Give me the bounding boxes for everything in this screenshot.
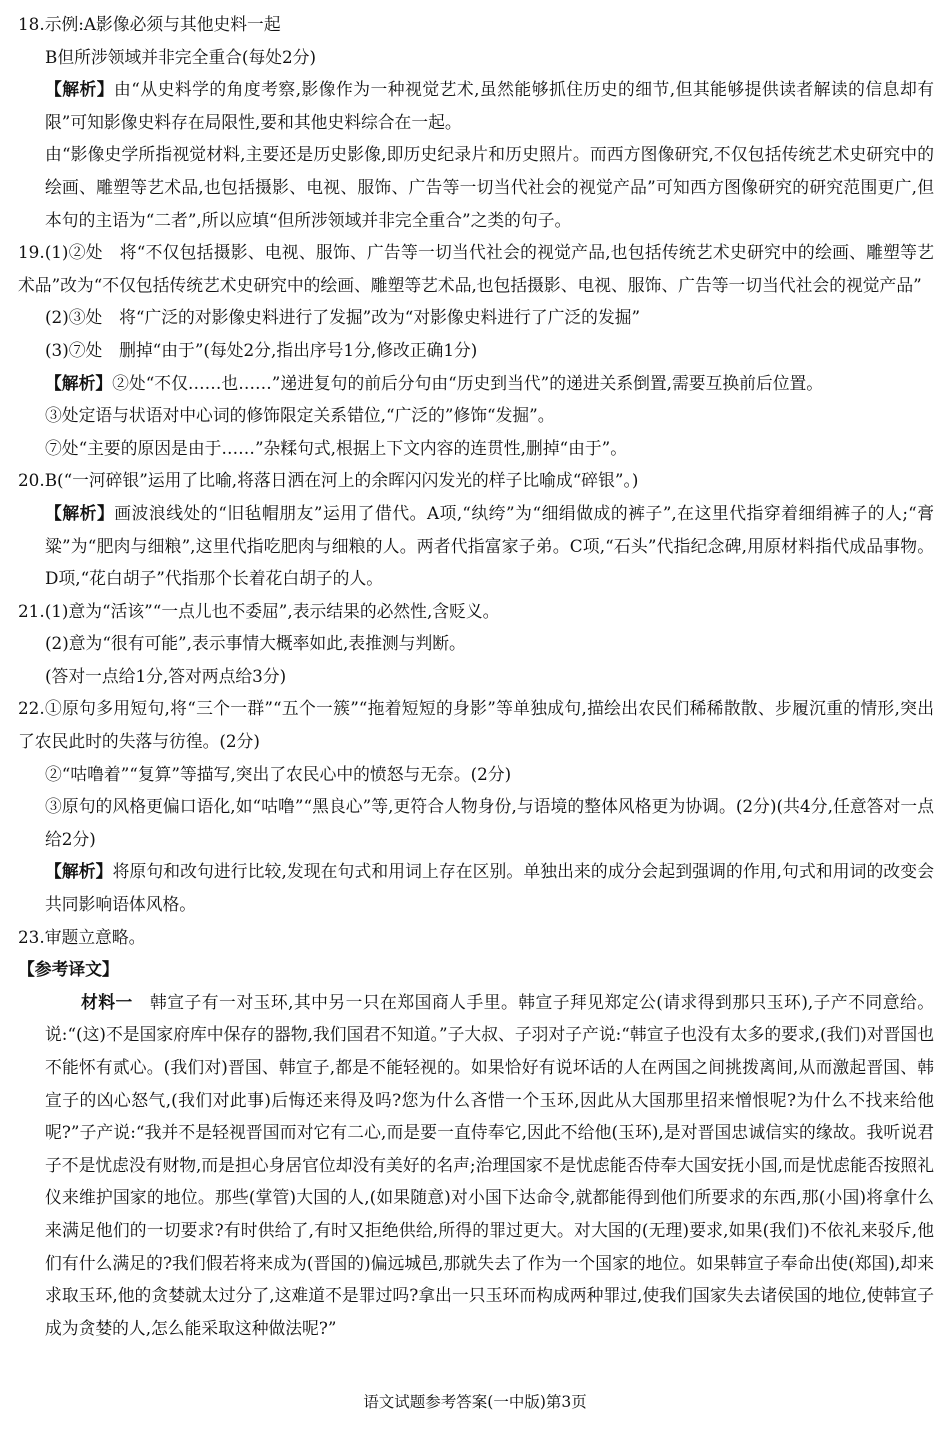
paragraph-text: 20.B(“一河碎银”运用了比喻,将落日洒在河上的余晖闪闪发光的样子比喻成“碎银”。) (18, 470, 639, 491)
paragraph-text: (2)③处 将“广泛的对影像史料进行了发掘”改为“对影像史料进行了广泛的发掘” (45, 307, 641, 328)
paragraph (18, 627, 934, 660)
paragraph-text: ⑦处“主要的原因是由于……”杂糅句式,根据上下文内容的连贯性,删掉“由于”。 (45, 437, 627, 458)
paragraph (18, 790, 934, 855)
paragraph (18, 432, 934, 465)
paragraph (18, 855, 934, 920)
page-footer: 语文试题参考答案(一中版)第3页 (363, 1393, 587, 1411)
paragraph (18, 692, 934, 757)
paragraph (18, 334, 934, 367)
paragraph-text: ③处定语与状语对中心词的修饰限定关系错位,“广泛的”修饰“发掘”。 (45, 405, 555, 426)
paragraph-text: ②处“不仅……也……”递进复句的前后分句由“历史到当代”的递进关系倒置,需要互换前后位置。 (112, 372, 824, 393)
paragraph-text: (答对一点给1分,答对两点给3分) (45, 665, 287, 686)
paragraph-text: 由“影像史学所指视觉材料,主要还是历史影像,即历史纪录片和历史照片。而西方图像研究,不仅包括传统艺术史研究中的绘画、雕塑等艺术品,也包括摄影、电视、服饰、广告等一切当代社会的视觉产品”可知西方图像研究的研究范围更广,但本句的主语为“二者”,所以应填“但所涉领域并非完全重合”之类的句子。 (45, 144, 934, 230)
paragraph-text: ②“咕噜着”“复算”等描写,突出了农民心中的愤怒与无奈。(2分) (45, 763, 512, 784)
paragraph (18, 986, 934, 1345)
paragraph-text: 19.(1)②处 将“不仅包括摄影、电视、服饰、广告等一切当代社会的视觉产品,也包括传统艺术史研究中的绘画、雕塑等艺术品”改为“不仅包括传统艺术史研究中的绘画、雕塑等艺术品,也包括摄影、电视、服饰、广告等一切当代社会的视觉产品” (18, 242, 934, 295)
paragraph-text: (2)意为“很有可能”,表示事情大概率如此,表推测与判断。 (45, 633, 466, 654)
paragraph (18, 464, 934, 497)
paragraph (18, 921, 934, 954)
paragraph (18, 595, 934, 628)
paragraph-text: 22.①原句多用短句,将“三个一群”“五个一簇”“拖着短短的身影”等单独成句,描绘出农民们稀稀散散、步履沉重的情形,突出了农民此时的失落与彷徨。(2分) (18, 698, 934, 752)
paragraph (18, 953, 934, 986)
paragraph (18, 8, 934, 41)
paragraph (18, 236, 934, 301)
paragraph (18, 41, 934, 74)
paragraph (18, 399, 934, 432)
paragraph (18, 758, 934, 791)
paragraph-text: 画波浪线处的“旧毡帽朋友”运用了借代。A项,“纨绔”为“细绢做成的裤子”,在这里代指穿着细绢裤子的人;“膏粱”为“肥肉与细粮”,这里代指吃肥肉与细粮的人。两者代指富家子弟。C项,“石头”代指纪念碑,用原材料指代成品事物。D项,“花白胡子”代指那个长着花白胡子的人。 (45, 502, 934, 589)
paragraph-text: 将原句和改句进行比较,发现在句式和用词上存在区别。单独出来的成分会起到强调的作用,句式和用词的改变会共同影响语体风格。 (45, 861, 934, 915)
paragraph-text: 由“从史料学的角度考察,影像作为一种视觉艺术,虽然能够抓住历史的细节,但其能够提供读者解读的信息却有限”可知影像史料存在局限性,要和其他史料综合在一起。 (45, 79, 934, 132)
answer-content (18, 8, 934, 1344)
section-tag: 【解析】 (45, 79, 115, 100)
paragraph-text: ③原句的风格更偏口语化,如“咕噜”“黑良心”等,更符合人物身份,与语境的整体风格更为协调。(2分)(共4分,任意答对一点给2分) (45, 796, 934, 849)
paragraph (18, 301, 934, 334)
paragraph (18, 660, 934, 693)
paragraph (18, 367, 934, 400)
paragraph (18, 497, 934, 595)
section-tag: 【解析】 (45, 502, 115, 523)
section-tag: 【参考译文】 (18, 959, 119, 980)
paragraph-text: (3)⑦处 删掉“由于”(每处2分,指出序号1分,修改正确1分) (45, 339, 478, 360)
paragraph-text: 21.(1)意为“活该”“一点儿也不委屈”,表示结果的必然性,含贬义。 (18, 600, 500, 621)
paragraph-text: 18.示例:A影像必须与其他史料一起 (18, 14, 281, 34)
paragraph-text: B但所涉领域并非完全重合(每处2分) (45, 46, 317, 67)
answer-page (18, 8, 934, 1344)
section-tag: 【解析】 (45, 372, 113, 393)
paragraph (18, 138, 934, 236)
paragraph-text: 韩宣子有一对玉环,其中另一只在郑国商人手里。韩宣子拜见郑定公(请求得到那只玉环),子产不同意给。说:“(这)不是国家府库中保存的器物,我们国君不知道。”子大叔、子羽对子产说:“韩宣子也没有太多的要求,(我们)对晋国也不能怀有贰心。(我们对)晋国、韩宣子,都是不能轻视的。如果恰好有说坏话的人在两国之间挑拨离间,从而激起晋国、韩宣子的凶心怒气,(我们对此事)后悔还来得及吗?您为什么吝惜一个玉环,因此从大国那里招来憎恨呢?为什么不找来给他呢?”子产说:“我并不是轻视晋国而对它有二心,而是要一直侍奉它,因此不给他(玉环),是对晋国忠诚信实的缘故。我听说君子不是忧虑没有财物,而是担心身居官位却没有美好的名声;治理国家不是忧虑能否侍奉大国安抚小国,而是忧虑能否按照礼仪来维护国家的地位。那些(掌管)大国的人,(如果随意)对小国下达命令,就都能得到他们所要求的东西,那(小国)将拿什么来满足他们的一切要求?有时供给了,有时又拒绝供给,所得的罪过更大。对大国的(无理)要求,如果(我们)不依礼来驳斥,他们有什么满足的?我们假若将来成为(晋国的)偏远城邑,那就失去了作为一个国家的地位。如果韩宣子奉命出使(郑国),却来求取玉环,他的贪婪就太过分了,这难道不是罪过吗?拿出一只玉环而构成两种罪过,使我们国家失去诸侯国的地位,使韩宣子成为贪婪的人,怎么能采取这种做法呢?” (45, 991, 934, 1338)
section-tag: 【解析】 (45, 861, 113, 882)
paragraph (18, 73, 934, 138)
paragraph-text: 23.审题立意略。 (18, 926, 146, 947)
section-tag: 材料一 (81, 991, 133, 1012)
